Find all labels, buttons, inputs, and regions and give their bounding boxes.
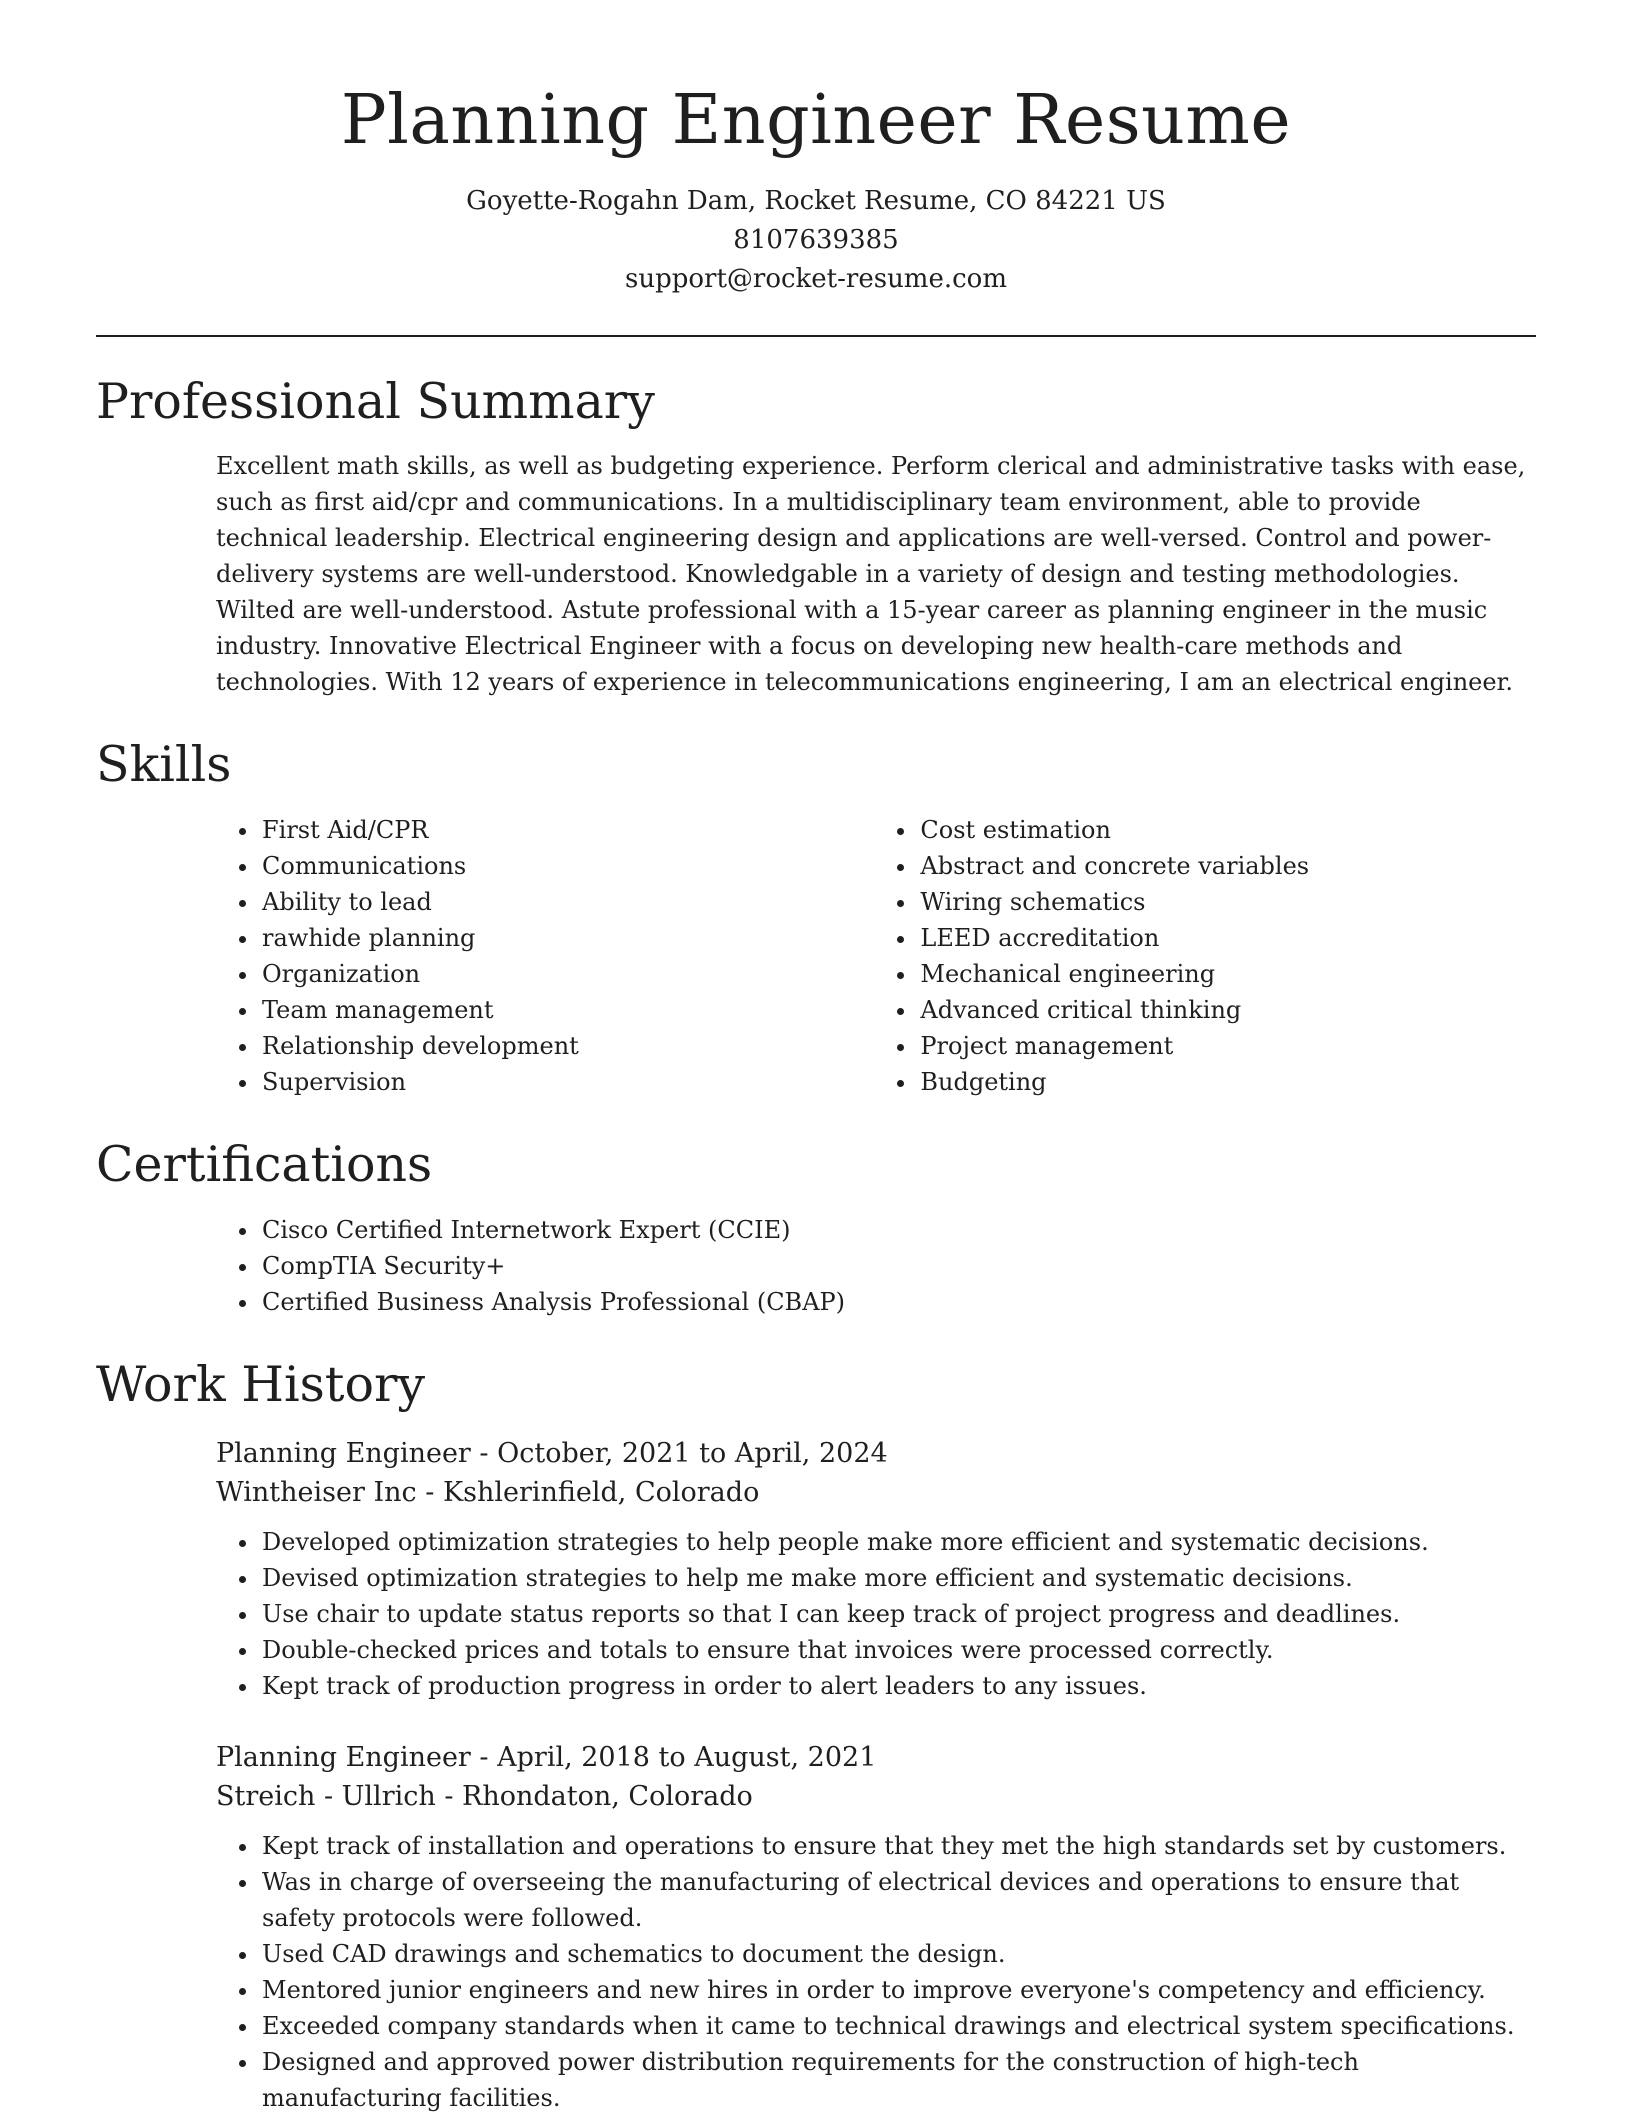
job-company-line: Wintheiser Inc - Kshlerinfield, Colorado (216, 1477, 760, 1509)
contact-block (96, 182, 1536, 299)
skill-item: • First Aid/CPR (260, 812, 874, 848)
job-entry (96, 1434, 1536, 1704)
summary-text: Excellent math skills, as well as budgeting experience. Perform clerical and administrative tasks with ease, such as first aid/cpr and communications. In a multidisciplinary team environment, able to provide technical leadership. Electrical engineering design and applications are well-versed. Control and power-delivery systems are well-understood. Knowledgable in a variety of design and testing methodologies. Wilted are well-understood. Astute professional with a 15-year career as planning engineer in the music industry. Innovative Electrical Engineer with a focus on developing new health-care methods and technologies. With 12 years of experience in telecommunications engineering, I am an electrical engineer. (216, 452, 1526, 697)
header-divider (96, 335, 1536, 337)
work-history-heading: Work History (96, 1356, 426, 1414)
job-bullet: • Devised optimization strategies to help me make more efficient and systematic decisions. (260, 1560, 1536, 1596)
skill-item: • Team management (260, 992, 874, 1028)
certification-item: • CompTIA Security+ (260, 1248, 1536, 1284)
job-header (216, 1434, 1536, 1512)
certification-item: • Certified Business Analysis Professional (CBAP) (260, 1284, 1536, 1320)
job-bullet: • Was in charge of overseeing the manufacturing of electrical devices and operations to ensure that safety protocols were followed. (260, 1864, 1536, 1936)
resume-title: Planning Engineer Resume (340, 81, 1292, 160)
job-bullet: • Used CAD drawings and schematics to document the design. (260, 1936, 1536, 1972)
job-bullets (96, 1524, 1536, 1704)
job-header (216, 1738, 1536, 1816)
skills-list-left (96, 812, 874, 1100)
skill-item: • Communications (260, 848, 874, 884)
certifications-list (96, 1212, 1536, 1320)
job-bullet: • Exceeded company standards when it came to technical drawings and electrical system specifications. (260, 2008, 1536, 2044)
job-bullet: • Designed and approved power distribution requirements for the construction of high-tech manufacturing facilities. (260, 2044, 1536, 2116)
skill-item: • Wiring schematics (918, 884, 1536, 920)
skills-columns (96, 812, 1536, 1100)
skill-item: • Abstract and concrete variables (918, 848, 1536, 884)
job-company-line: Streich - Ullrich - Rhondaton, Colorado (216, 1781, 753, 1813)
job-bullet: • Double-checked prices and totals to ensure that invoices were processed correctly. (260, 1632, 1536, 1668)
skill-item: • LEED accreditation (918, 920, 1536, 956)
skill-item: • Project management (918, 1028, 1536, 1064)
job-bullet: • Kept track of production progress in order to alert leaders to any issues. (260, 1668, 1536, 1704)
skill-item: • Advanced critical thinking (918, 992, 1536, 1028)
summary-heading: Professional Summary (96, 372, 655, 430)
job-bullet: • Use chair to update status reports so that I can keep track of project progress and deadlines. (260, 1596, 1536, 1632)
resume-header (96, 0, 1536, 299)
job-title-line: Planning Engineer - April, 2018 to August, 2021 (216, 1742, 877, 1774)
skill-item: • Mechanical engineering (918, 956, 1536, 992)
certification-item: • Cisco Certified Internetwork Expert (CCIE) (260, 1212, 1536, 1248)
job-title-line: Planning Engineer - October, 2021 to April, 2024 (216, 1438, 888, 1470)
contact-phone: 8107639385 (733, 224, 899, 255)
job-entry (96, 1738, 1536, 2116)
certifications-heading: Certifications (96, 1136, 433, 1194)
resume-page (96, 0, 1536, 2116)
job-bullet: • Developed optimization strategies to help people make more efficient and systematic decisions. (260, 1524, 1536, 1560)
skill-item: • Budgeting (918, 1064, 1536, 1100)
skill-item: • Relationship development (260, 1028, 874, 1064)
skills-heading: Skills (96, 736, 232, 794)
skill-item: • Cost estimation (918, 812, 1536, 848)
skill-item: • Organization (260, 956, 874, 992)
skills-list-right (874, 812, 1536, 1100)
skill-item: • Ability to lead (260, 884, 874, 920)
contact-email: support@rocket-resume.com (624, 263, 1007, 294)
skill-item: • Supervision (260, 1064, 874, 1100)
job-bullet: • Kept track of installation and operations to ensure that they met the high standards set by customers. (260, 1828, 1536, 1864)
job-bullets (96, 1828, 1536, 2116)
skill-item: • rawhide planning (260, 920, 874, 956)
job-bullet: • Mentored junior engineers and new hires in order to improve everyone's competency and efficiency. (260, 1972, 1536, 2008)
contact-address: Goyette-Rogahn Dam, Rocket Resume, CO 84221 US (466, 185, 1166, 216)
